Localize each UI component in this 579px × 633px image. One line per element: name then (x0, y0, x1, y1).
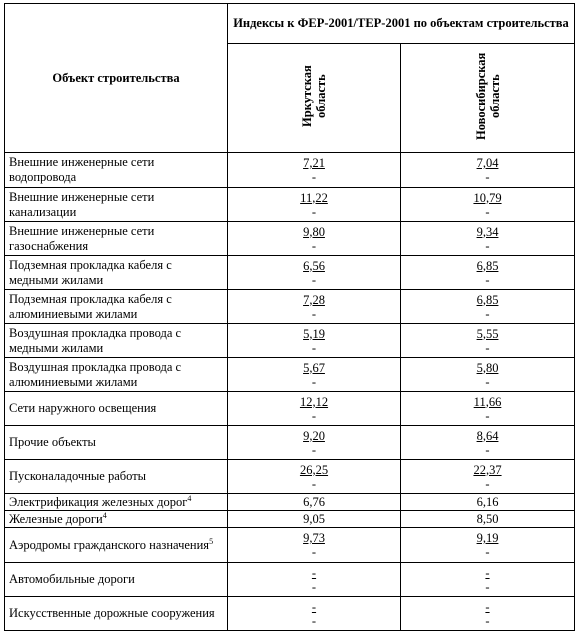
index-value: 9,80 (303, 224, 325, 239)
object-name: Воздушная прокладка провода с алюминиевыми жилами (9, 359, 182, 389)
index-value: 9,19 (476, 531, 499, 545)
irkutsk-index-cell (228, 494, 401, 511)
index-value-secondary: - (485, 204, 490, 219)
novosibirsk-index-cell (401, 153, 575, 188)
object-name-cell (5, 222, 228, 256)
table-row (5, 392, 575, 426)
table-row (5, 494, 575, 511)
object-name: Пусконаладочные работы (9, 469, 147, 483)
object-name-cell (5, 494, 228, 511)
index-value-secondary: - (485, 374, 490, 389)
index-value: 5,55 (476, 326, 499, 341)
index-value: 6,76 (303, 495, 325, 509)
index-value: 8,64 (476, 428, 499, 443)
novosibirsk-index-cell (401, 460, 575, 494)
object-name: Искусственные дорожные сооружения (9, 606, 215, 620)
index-value: 6,56 (303, 258, 325, 273)
object-name-cell (5, 426, 228, 460)
irkutsk-index-cell (228, 290, 401, 324)
index-value: 5,19 (303, 326, 325, 341)
table-row (5, 460, 575, 494)
index-value: 7,28 (303, 292, 325, 307)
irkutsk-index-cell (228, 511, 401, 528)
index-value-secondary: - (311, 204, 317, 219)
index-value-secondary: - (311, 238, 317, 253)
index-value: 5,67 (303, 360, 325, 375)
index-value: 10,79 (473, 190, 502, 205)
object-name-cell (5, 460, 228, 494)
object-name-cell (5, 358, 228, 392)
header-row-top (5, 4, 575, 44)
table-row (5, 563, 575, 597)
index-value-secondary: - (485, 442, 490, 457)
index-value: 26,25 (299, 462, 329, 477)
index-value-secondary: - (311, 272, 317, 287)
table-row (5, 256, 575, 290)
index-value: 6,85 (476, 292, 499, 307)
table-row (5, 153, 575, 188)
object-name-cell (5, 153, 228, 188)
irkutsk-index-cell (228, 188, 401, 222)
object-name: Автомобильные дороги (9, 572, 135, 586)
index-value: - (311, 599, 317, 614)
novosibirsk-index-cell (401, 392, 575, 426)
index-value-secondary: - (311, 374, 317, 389)
index-value: 6,85 (476, 258, 499, 273)
novosibirsk-index-cell (401, 324, 575, 358)
index-value: 9,20 (303, 428, 325, 443)
novosibirsk-index-cell (401, 494, 575, 511)
irkutsk-index-cell (228, 256, 401, 290)
object-name-cell (5, 324, 228, 358)
index-value: - (485, 599, 490, 614)
index-value: - (485, 565, 490, 580)
index-value-secondary: - (485, 340, 490, 355)
novosibirsk-index-cell (401, 222, 575, 256)
object-name: Железные дороги (9, 511, 103, 526)
irkutsk-index-cell (228, 426, 401, 460)
novosibirsk-index-cell (401, 290, 575, 324)
irkutsk-index-cell (228, 153, 401, 188)
index-value-secondary: - (485, 476, 490, 491)
object-name-cell (5, 511, 228, 528)
object-column-header: Объект строительства (5, 4, 228, 153)
index-value-secondary: - (485, 579, 490, 594)
novosibirsk-index-cell (401, 188, 575, 222)
region-label-irkutsk: Иркутская область (300, 65, 328, 127)
region-label-novosibirsk: Новосибирская область (473, 52, 502, 140)
index-value-secondary: - (311, 579, 317, 594)
object-name-cell (5, 256, 228, 290)
index-value-secondary: - (485, 238, 490, 253)
index-value: 6,16 (476, 495, 499, 509)
footnote-mark: 5 (209, 536, 214, 546)
index-value-secondary: - (485, 613, 490, 628)
object-name: Прочие объекты (9, 435, 96, 449)
index-value: 9,73 (303, 531, 325, 545)
object-name-cell (5, 563, 228, 597)
novosibirsk-index-cell (401, 528, 575, 563)
table-row (5, 597, 575, 631)
index-value-secondary: - (311, 340, 317, 355)
region-header-novosibirsk (401, 44, 575, 153)
novosibirsk-index-cell (401, 426, 575, 460)
index-value-secondary: - (485, 545, 490, 559)
footnote-mark: 4 (187, 493, 192, 503)
table-row (5, 188, 575, 222)
index-value-secondary: - (485, 272, 490, 287)
index-value-secondary: - (311, 442, 317, 457)
index-value-secondary: - (311, 170, 317, 184)
index-value-secondary: - (311, 476, 317, 491)
table-row (5, 511, 575, 528)
object-name: Внешние инженерные сети газоснабжения (9, 223, 155, 253)
indices-table-container (4, 3, 575, 631)
index-value: 7,21 (303, 156, 325, 170)
novosibirsk-index-cell (401, 358, 575, 392)
object-name: Подземная прокладка кабеля с медными жилами (9, 257, 172, 287)
index-value: 11,22 (300, 190, 328, 205)
index-value-secondary: - (311, 306, 317, 321)
object-name: Воздушная прокладка провода с медными жилами (9, 325, 182, 355)
table-row (5, 426, 575, 460)
object-name: Аэродромы гражданского назначения (9, 537, 210, 552)
table-body (5, 153, 575, 631)
object-name-cell (5, 597, 228, 631)
object-name: Подземная прокладка кабеля с алюминиевыми жилами (9, 291, 172, 321)
index-value-secondary: - (311, 613, 317, 628)
irkutsk-index-cell (228, 528, 401, 563)
footnote-mark: 4 (102, 510, 107, 520)
object-name-cell (5, 290, 228, 324)
irkutsk-index-cell (228, 358, 401, 392)
irkutsk-index-cell (228, 563, 401, 597)
novosibirsk-index-cell (401, 597, 575, 631)
object-name: Внешние инженерные сети канализации (9, 189, 155, 219)
index-value: 9,05 (303, 512, 325, 526)
novosibirsk-index-cell (401, 563, 575, 597)
object-name-cell (5, 392, 228, 426)
table-row (5, 358, 575, 392)
region-header-irkutsk (228, 44, 401, 153)
object-name: Сети наружного освещения (9, 401, 157, 415)
index-value: 11,66 (473, 394, 502, 409)
object-name: Внешние инженерные сети водопровода (9, 155, 155, 184)
object-name-cell (5, 528, 228, 563)
index-value: 7,04 (476, 156, 499, 170)
irkutsk-index-cell (228, 222, 401, 256)
index-value: - (311, 565, 317, 580)
novosibirsk-index-cell (401, 256, 575, 290)
index-value-secondary: - (485, 306, 490, 321)
index-value: 12,12 (299, 394, 329, 409)
irkutsk-index-cell (228, 392, 401, 426)
object-name-cell (5, 188, 228, 222)
object-name: Электрификация железных дорог (9, 494, 188, 509)
indices-group-header: Индексы к ФЕР-2001/ТЕР-2001 по объектам строительства (228, 4, 575, 44)
table-row (5, 222, 575, 256)
index-value-secondary: - (485, 408, 490, 423)
index-value-secondary: - (485, 170, 490, 184)
indices-table (4, 3, 575, 631)
table-row (5, 528, 575, 563)
index-value: 9,34 (476, 224, 499, 239)
index-value: 22,37 (473, 462, 502, 477)
table-row (5, 290, 575, 324)
irkutsk-index-cell (228, 460, 401, 494)
index-value-secondary: - (311, 545, 317, 559)
novosibirsk-index-cell (401, 511, 575, 528)
index-value: 5,80 (476, 360, 499, 375)
irkutsk-index-cell (228, 324, 401, 358)
irkutsk-index-cell (228, 597, 401, 631)
index-value: 8,50 (476, 512, 499, 526)
table-row (5, 324, 575, 358)
index-value-secondary: - (311, 408, 317, 423)
